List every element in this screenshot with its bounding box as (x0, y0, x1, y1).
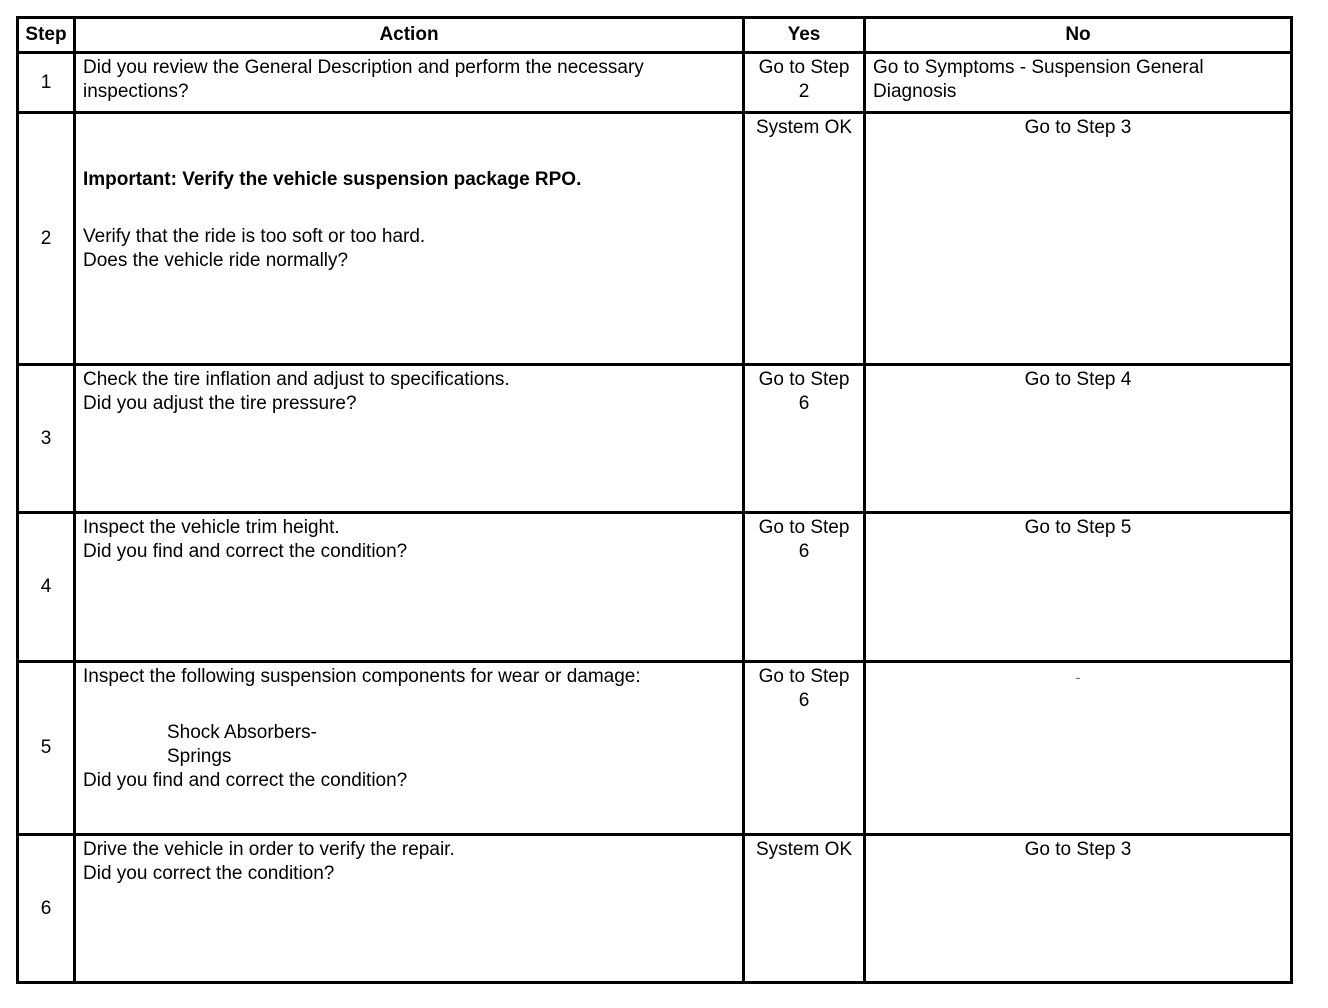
no-cell (865, 835, 1292, 983)
no-text: - (1075, 669, 1081, 685)
header-no: No (865, 18, 1292, 53)
diagnostic-table (16, 16, 1293, 984)
yes-cell (744, 113, 865, 365)
table-row (18, 53, 1292, 113)
important-note: Important: Verify the vehicle suspension package RPO. (83, 169, 582, 190)
action-text: Verify that the ride is too soft or too hard. (83, 226, 426, 247)
action-text: Did you review the General Description and perform the necessary inspections? (83, 57, 644, 102)
no-text: Go to Step 4 (1024, 369, 1132, 390)
table-row (18, 662, 1292, 835)
yes-cell (744, 365, 865, 513)
action-text: Inspect the vehicle trim height. (83, 517, 340, 538)
header-yes: Yes (744, 18, 865, 53)
step-number: 5 (18, 662, 75, 835)
no-cell (865, 365, 1292, 513)
yes-text: System OK (755, 117, 853, 138)
question-text: Did you correct the condition? (83, 863, 335, 884)
step-number: 1 (18, 53, 75, 113)
action-cell (75, 113, 744, 365)
action-cell (75, 513, 744, 662)
action-cell (75, 365, 744, 513)
yes-cell (744, 53, 865, 113)
no-text: Go to Symptoms - Suspension General Diagnosis (873, 57, 1204, 102)
step-number: 2 (18, 113, 75, 365)
no-cell (865, 513, 1292, 662)
header-action: Action (75, 18, 744, 53)
step-number: 4 (18, 513, 75, 662)
yes-text: System OK (755, 839, 853, 860)
header-step: Step (18, 18, 75, 53)
question-text: Did you find and correct the condition? (83, 770, 408, 791)
table-row (18, 835, 1292, 983)
table-row (18, 113, 1292, 365)
no-cell (865, 662, 1292, 835)
yes-cell (744, 662, 865, 835)
step-number: 6 (18, 835, 75, 983)
question-text: Does the vehicle ride normally? (83, 250, 349, 271)
question-text: Did you adjust the tire pressure? (83, 393, 357, 414)
yes-text: Go to Step 6 (758, 666, 850, 711)
step-number: 3 (18, 365, 75, 513)
component-item: Shock Absorbers- (167, 722, 317, 743)
yes-text: Go to Step 6 (758, 369, 850, 414)
question-text: Did you find and correct the condition? (83, 541, 408, 562)
yes-cell (744, 835, 865, 983)
no-cell (865, 113, 1292, 365)
yes-text: Go to Step 2 (758, 57, 850, 102)
action-text: Check the tire inflation and adjust to specifications. (83, 369, 510, 390)
action-cell (75, 662, 744, 835)
table-row (18, 513, 1292, 662)
no-text: Go to Step 3 (1024, 117, 1132, 138)
action-text: Drive the vehicle in order to verify the repair. (83, 839, 455, 860)
action-cell (75, 53, 744, 113)
component-item: Springs (167, 746, 232, 767)
no-text: Go to Step 5 (1024, 517, 1132, 538)
yes-cell (744, 513, 865, 662)
action-cell (75, 835, 744, 983)
yes-text: Go to Step 6 (758, 517, 850, 562)
action-text: Inspect the following suspension components for wear or damage: (83, 666, 641, 687)
no-text: Go to Step 3 (1024, 839, 1132, 860)
no-cell (865, 53, 1292, 113)
table-row (18, 365, 1292, 513)
header-row (18, 18, 1292, 53)
